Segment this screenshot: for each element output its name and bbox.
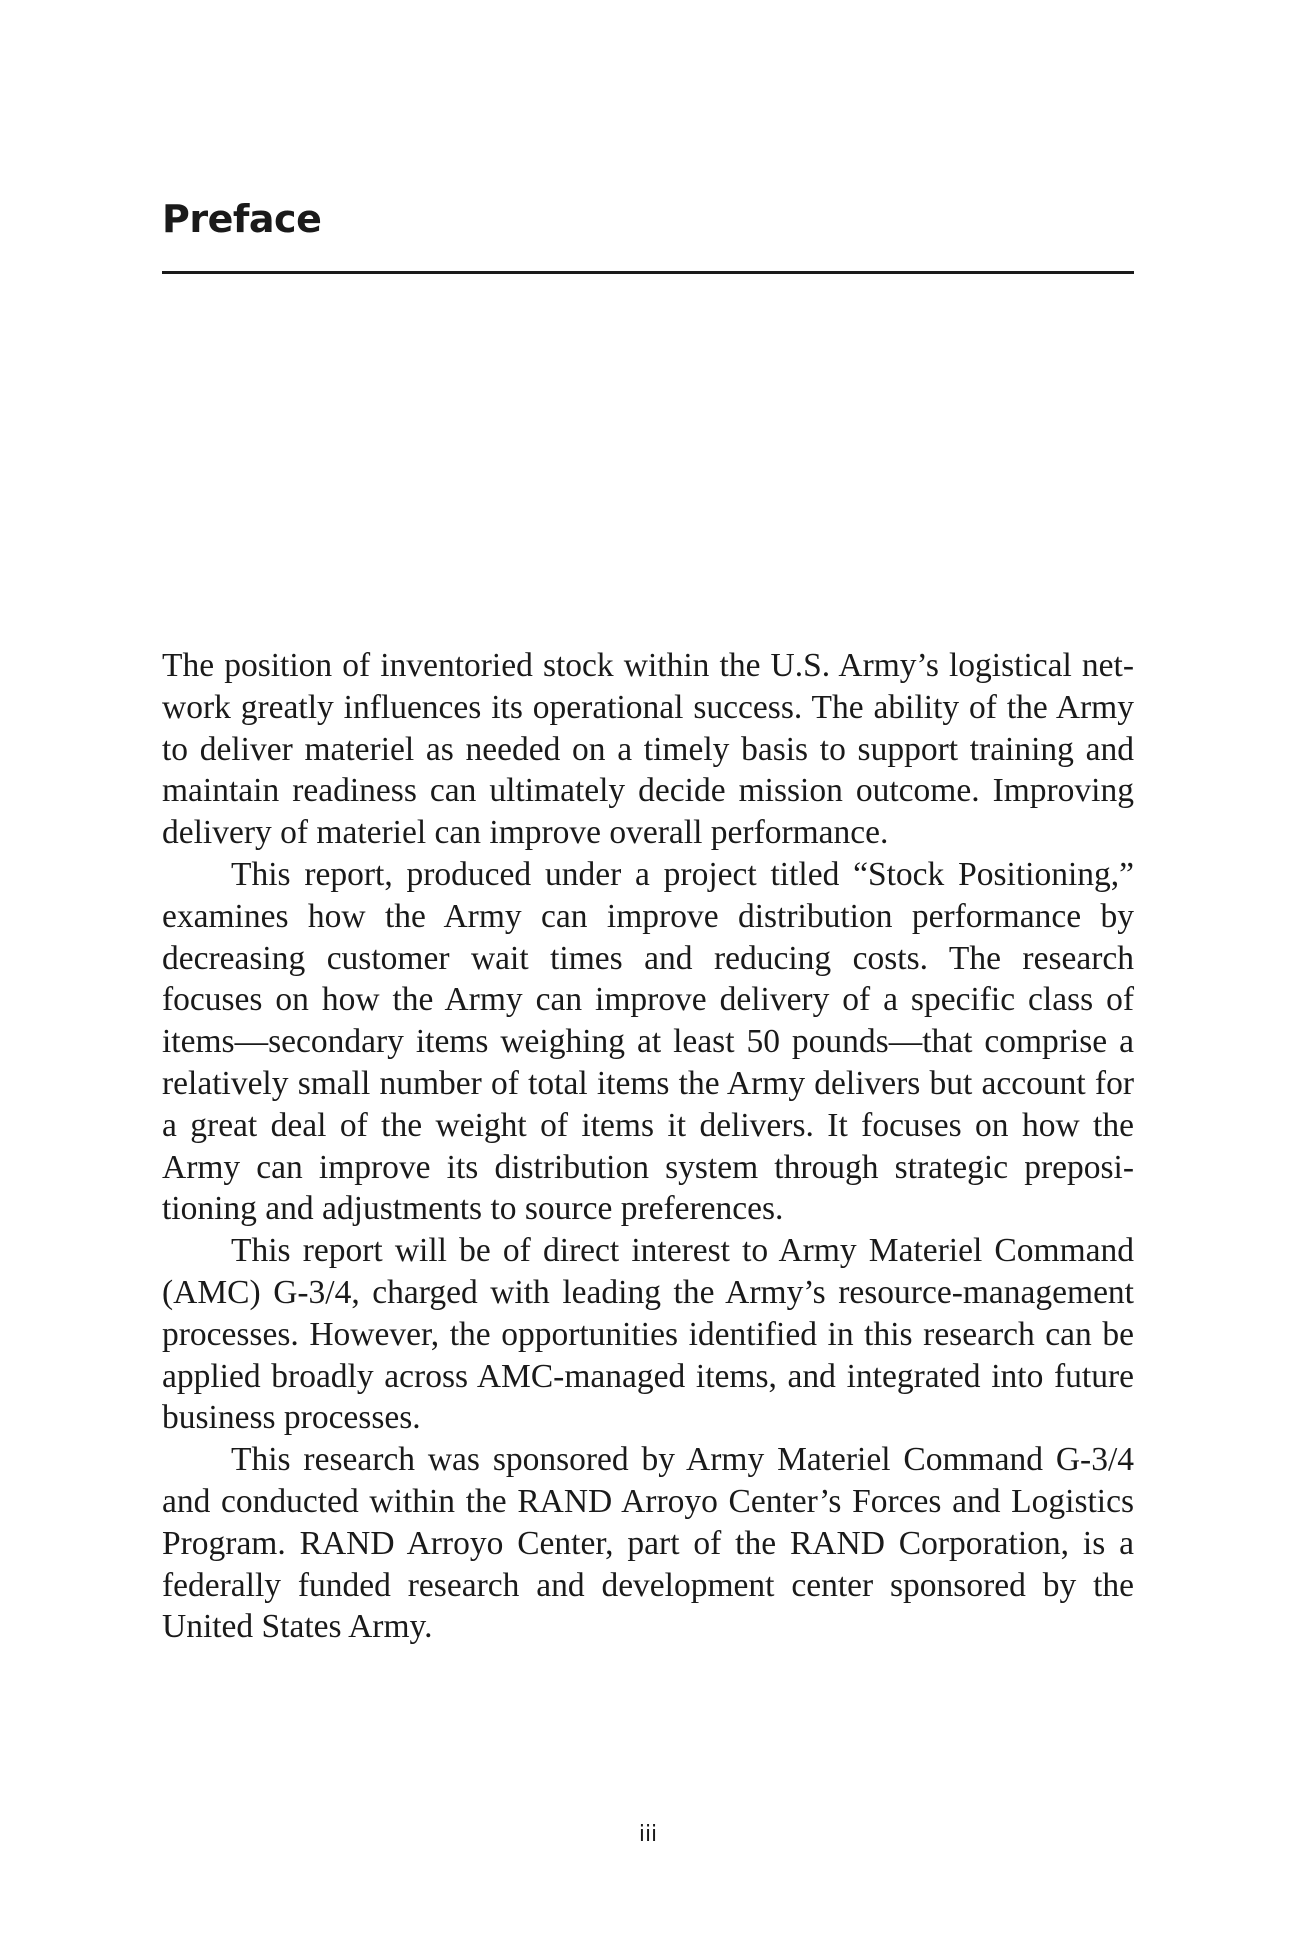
paragraph-1: The position of inventoried stock within the U.S. Army’s logistical network greatly influences its operational success. The ability of the Army to deliver materiel as needed on a timely basis to support training and maintain readiness can ultimately decide mission outcome. Improving delivery of materiel can improve overall performance.: [162, 647, 1134, 852]
page-number: iii: [638, 1822, 658, 1847]
title-rule: [162, 271, 1134, 274]
paragraph-3: This report will be of direct interest to Army Materiel Command (AMC) G-3/4, charged with leading the Army’s resource-management processes. However, the opportunities identified in this research can be applied broadly across AMC-managed items, and integrated into future business processes.: [162, 1232, 1134, 1437]
page-title: Preface: [162, 197, 322, 241]
body-text: [162, 645, 1134, 1648]
paragraph-2: This report, produced under a project titled “Stock Positioning,” examines how the Army can improve distribution performance by decreasing customer wait times and reducing costs. The research focuses on how the Army can improve delivery of a specific class of items—secondary items weighing at least 50 pounds—that comprise a relatively small number of total items the Army delivers but account for a great deal of the weight of items it delivers. It focuses on how the Army can improve its distribution system through strategic prepositioning and adjustments to source preferences.: [162, 855, 1134, 1228]
paragraph-4: This research was sponsored by Army Materiel Command G-3/4 and conducted within the RAND Arroyo Center’s Forces and Logistics Program. RAND Arroyo Center, part of the RAND Corporation, is a federally funded research and development center sponsored by the United States Army.: [162, 1441, 1134, 1646]
